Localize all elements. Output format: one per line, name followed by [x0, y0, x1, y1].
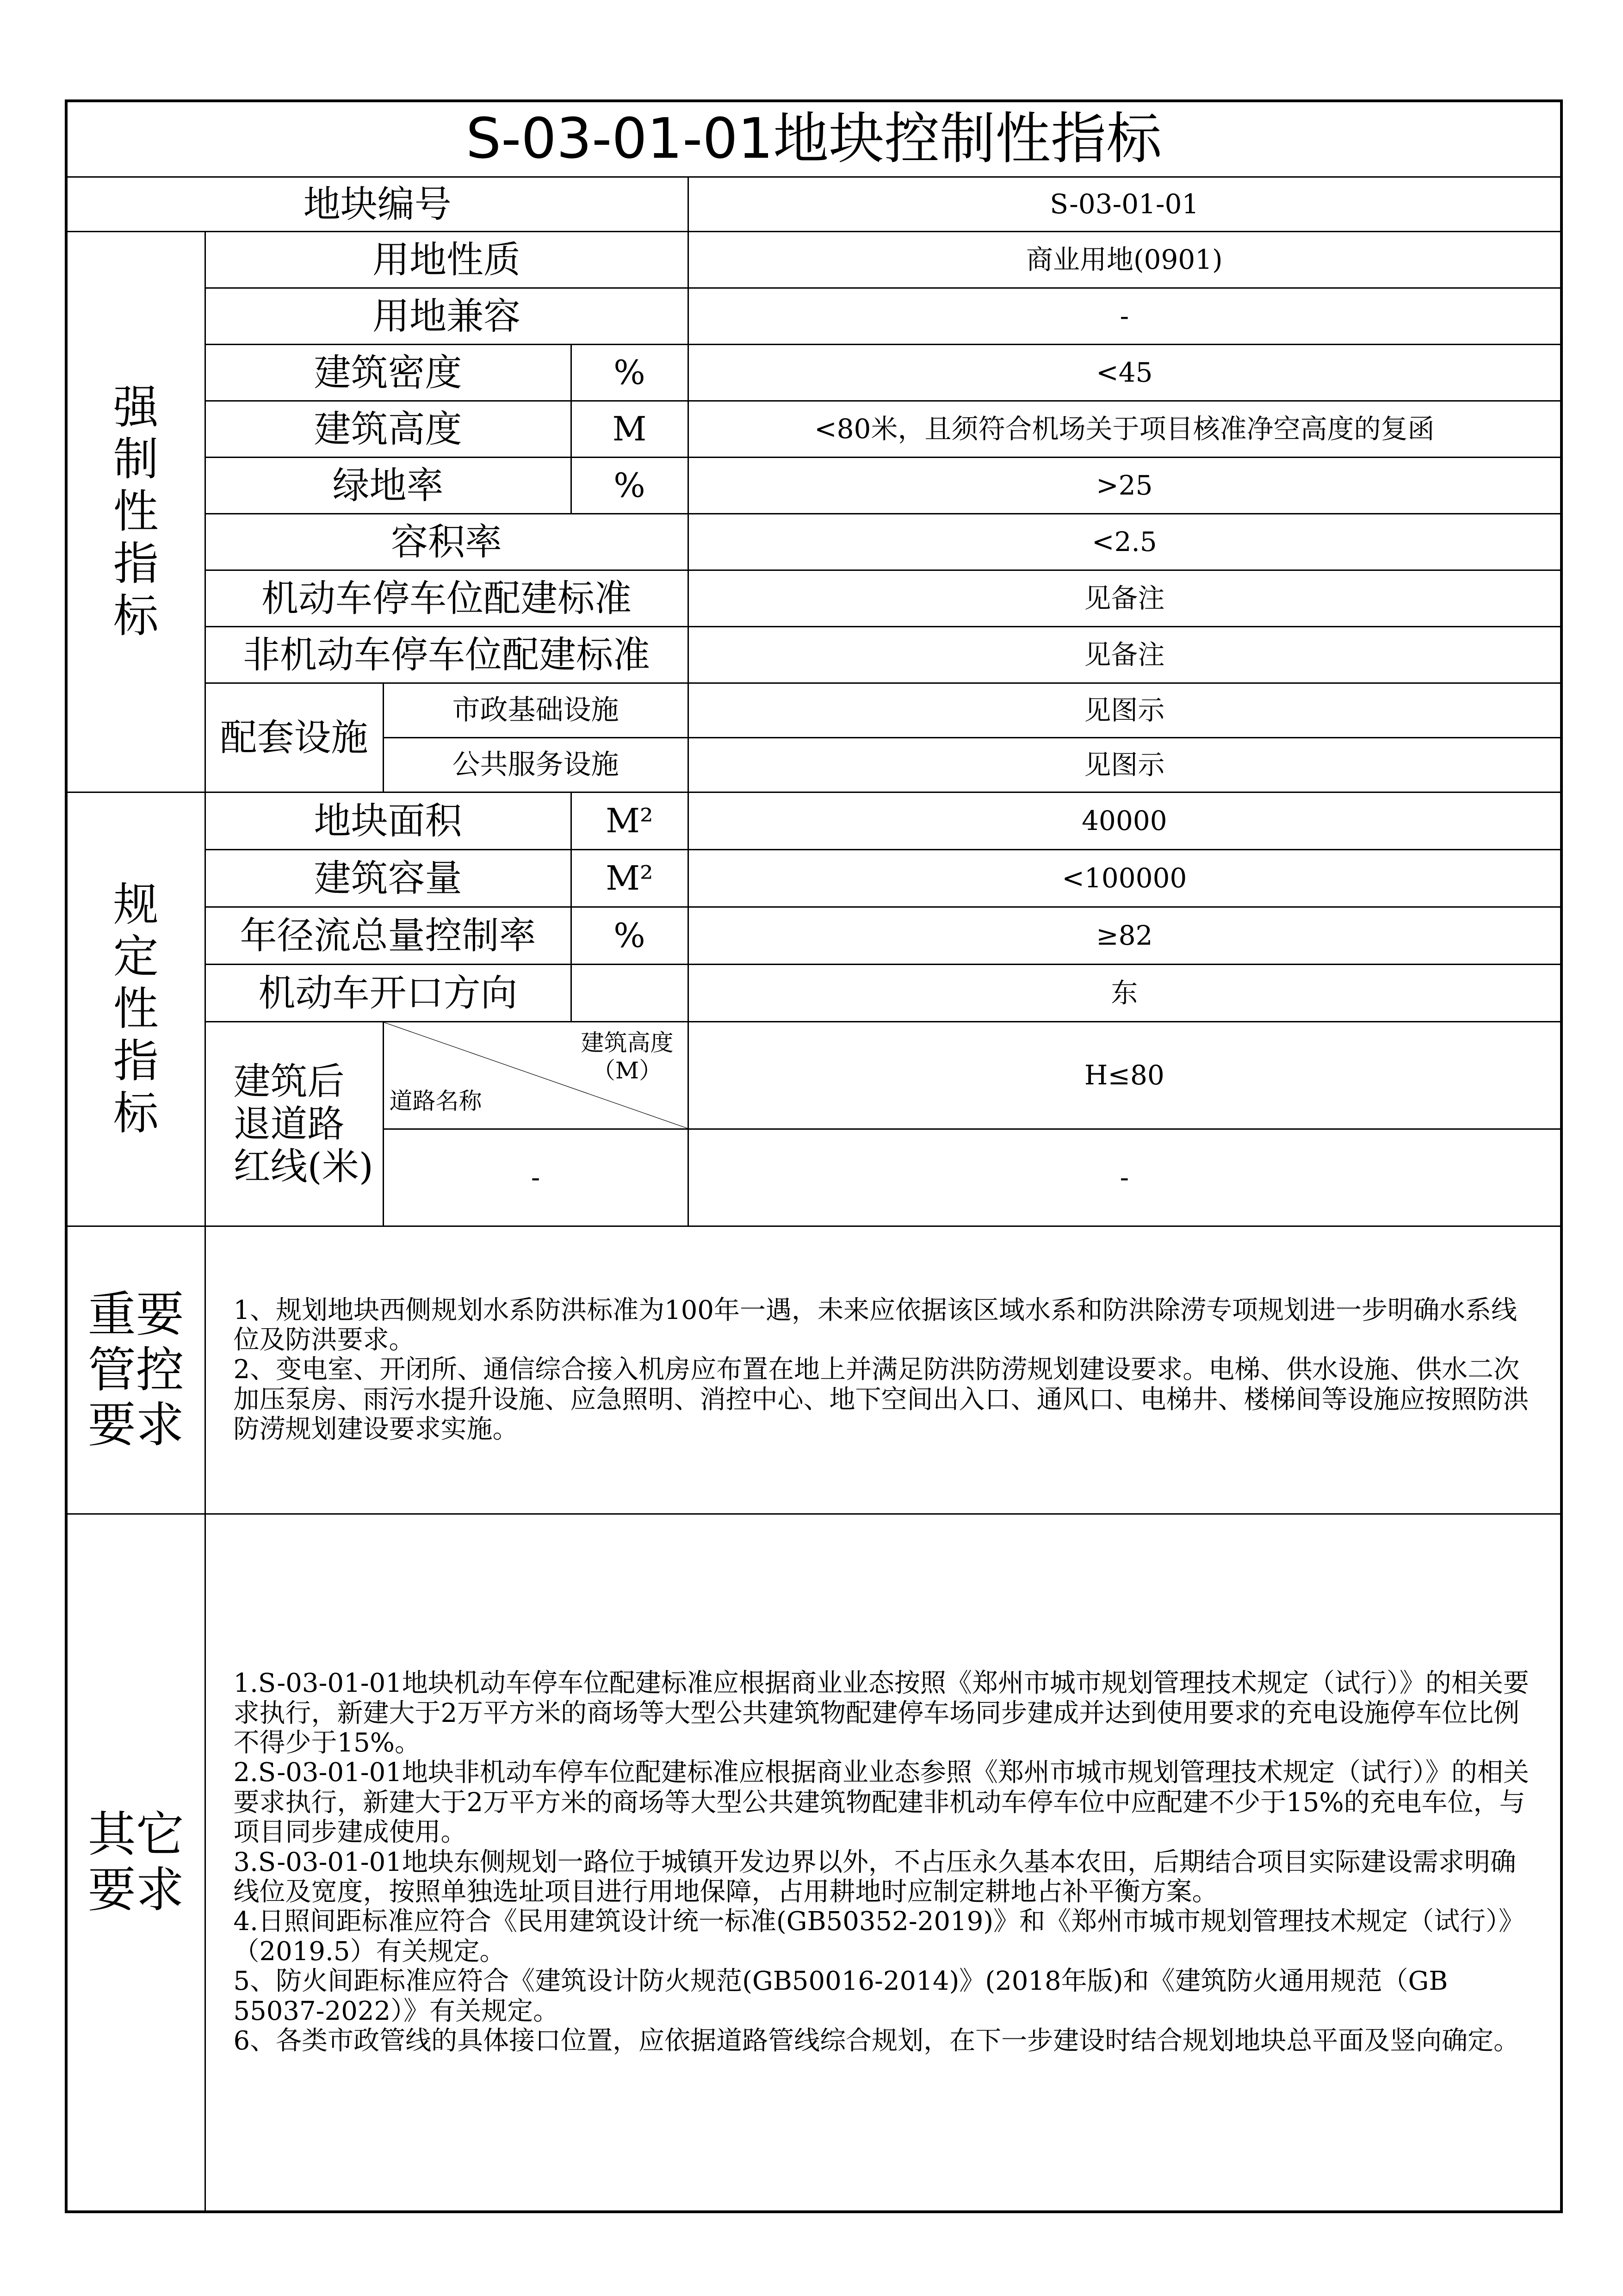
key-controls-text [205, 1226, 1561, 1514]
mandatory-section-label: 强 制 性 指 标 [66, 232, 205, 792]
key-control-paragraph: 1、规划地块西侧规划水系防洪标准为100年一遇，未来应依据该区域水系和防洪除涝专项规划进一步明确水系线位及防洪要求。 [233, 1295, 1518, 1355]
row-value: <80米，且须符合机场关于项目核准净空高度的复函 [688, 401, 1561, 458]
row-value: ≥82 [688, 907, 1561, 965]
other-paragraph: 6、各类市政管线的具体接口位置，应依据道路管线综合规划，在下一步建设时结合规划地块总平面及竖向确定。 [233, 2025, 1520, 2056]
row-label: 非机动车停车位配建标准 [205, 627, 688, 683]
row-unit: % [571, 907, 688, 965]
setback-header-cell [383, 1022, 688, 1129]
row-value: 40000 [688, 792, 1561, 850]
row-unit: % [571, 458, 688, 514]
facility-label: 市政基础设施 [383, 683, 688, 738]
row-unit: M² [571, 792, 688, 850]
key-controls-label: 重要 管控 要求 [66, 1226, 205, 1514]
row-label: 用地兼容 [205, 288, 688, 345]
row-value: >25 [688, 458, 1561, 514]
facilities-label: 配套设施 [205, 683, 383, 792]
plot-no-label: 地块编号 [66, 177, 688, 232]
other-paragraph: 1.S-03-01-01地块机动车停车位配建标准应根据商业业态按照《郑州市城市规划管理技术规定（试行）》的相关要求执行，新建大于2万平方米的商场等大型公共建筑物配建停车场同步建成并达到使用要求的充电设施停车位比例不得少于15%。 [233, 1668, 1529, 1758]
setback-height-value: H≤80 [688, 1022, 1561, 1129]
row-value: 见备注 [688, 570, 1561, 627]
setback-header-road: 道路名称 [389, 1087, 482, 1114]
facility-value: 见图示 [688, 683, 1561, 738]
row-unit: M² [571, 850, 688, 907]
row-unit: % [571, 345, 688, 401]
row-label: 地块面积 [205, 792, 571, 850]
row-value: 东 [688, 965, 1561, 1022]
key-control-paragraph: 2、变电室、开闭所、通信综合接入机房应布置在地上并满足防洪防涝规划建设要求。电梯、供水设施、供水二次加压泵房、雨污水提升设施、应急照明、消控中心、地下空间出入口、通风口、电梯井、楼梯间等设施应按照防洪防涝规划建设要求实施。 [233, 1355, 1529, 1445]
row-label: 年径流总量控制率 [205, 907, 571, 965]
other-paragraph: 3.S-03-01-01地块东侧规划一路位于城镇开发边界以外，不占压永久基本农田，后期结合项目实际建设需求明确线位及宽度，按照单独选址项目进行用地保障，占用耕地时应制定耕地占补平衡方案。 [233, 1847, 1516, 1907]
other-requirements-text [205, 1514, 1561, 2212]
row-label: 绿地率 [205, 458, 571, 514]
row-value: - [688, 288, 1561, 345]
row-label: 用地性质 [205, 232, 688, 288]
regulatory-section-label: 规 定 性 指 标 [66, 792, 205, 1226]
row-value: <2.5 [688, 514, 1561, 570]
setback-value: - [688, 1129, 1561, 1226]
other-paragraph: 5、防火间距标准应符合《建筑设计防火规范(GB50016-2014)》(2018年版)和《建筑防火通用规范（GB 55037-2022）》有关规定。 [233, 1966, 1448, 2026]
setback-label: 建筑后 退道路 红线(米) [205, 1022, 383, 1226]
row-label: 建筑容量 [205, 850, 571, 907]
facility-value: 见图示 [688, 738, 1561, 792]
other-paragraph: 2.S-03-01-01地块非机动车停车位配建标准应根据商业业态参照《郑州市城市规划管理技术规定（试行）》的相关要求执行，新建大于2万平方米的商场等大型公共建筑物配建非机动车停车位中应配建不少于15%的充电车位，与项目同步建成使用。 [233, 1758, 1529, 1848]
row-value: 见备注 [688, 627, 1561, 683]
setback-road-value: - [383, 1129, 688, 1226]
indicator-sheet [65, 99, 1560, 2212]
row-value: <100000 [688, 850, 1561, 907]
row-value: <45 [688, 345, 1561, 401]
page-title: S-03-01-01地块控制性指标 [66, 101, 1561, 177]
row-value: 商业用地(0901) [688, 232, 1561, 288]
row-unit: M [571, 401, 688, 458]
setback-header-height: 建筑高度 （M） [581, 1029, 674, 1084]
row-label: 机动车开口方向 [205, 965, 571, 1022]
facility-label: 公共服务设施 [383, 738, 688, 792]
row-unit [571, 965, 688, 1022]
row-label: 机动车停车位配建标准 [205, 570, 688, 627]
row-label: 建筑高度 [205, 401, 571, 458]
indicator-table [65, 99, 1563, 2213]
row-label: 容积率 [205, 514, 688, 570]
row-label: 建筑密度 [205, 345, 571, 401]
other-paragraph: 4.日照间距标准应符合《民用建筑设计统一标准(GB50352-2019)》和《郑州市城市规划管理技术规定（试行）》（2019.5）有关规定。 [233, 1906, 1525, 1967]
plot-no-value: S-03-01-01 [688, 177, 1561, 232]
other-requirements-label: 其它 要求 [66, 1514, 205, 2212]
